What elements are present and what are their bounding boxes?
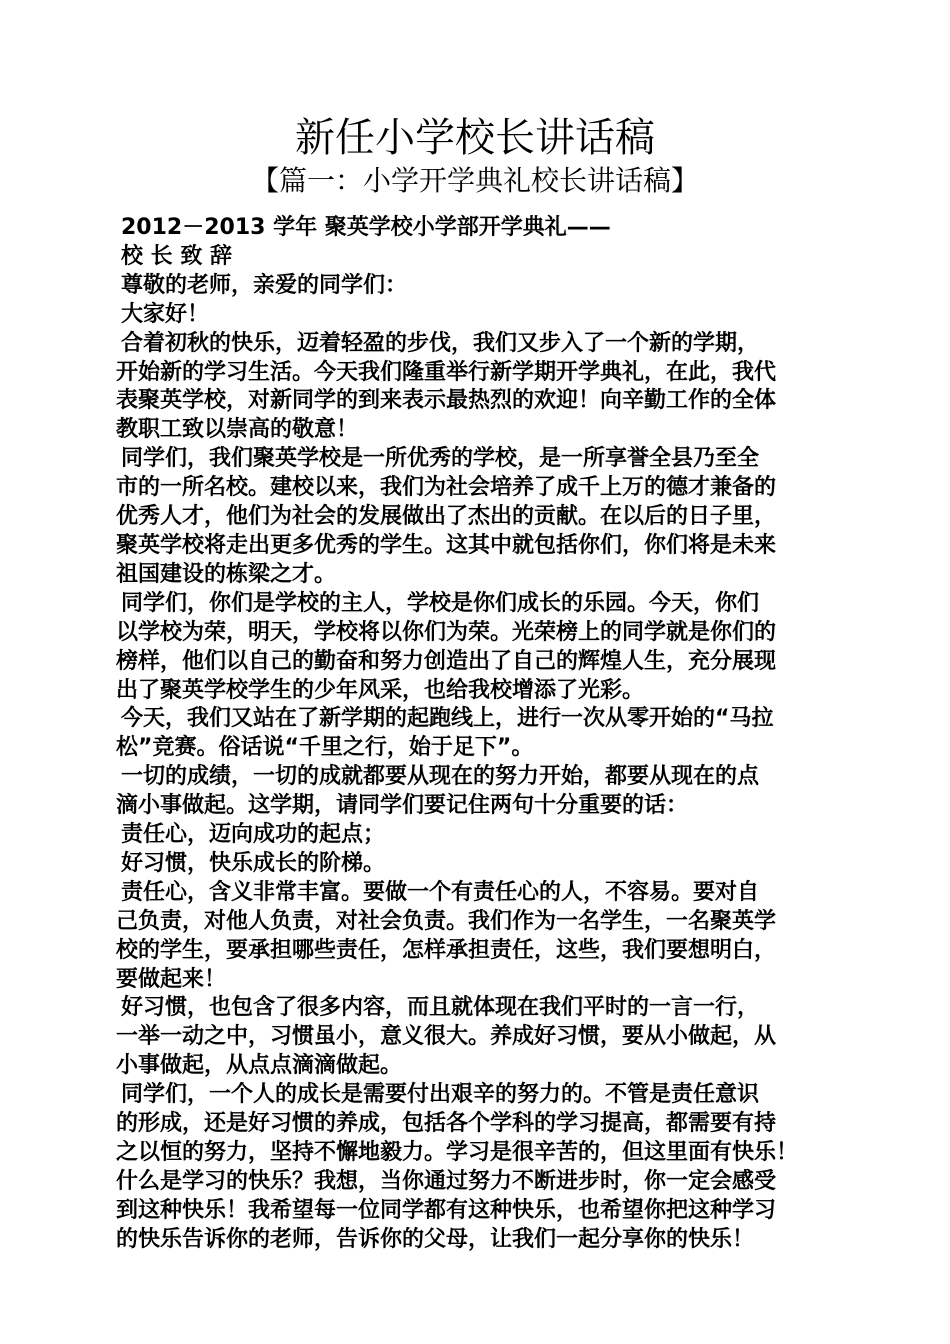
body-line: 滴小事做起。这学期，请同学们要记住两句十分重要的话： xyxy=(116,793,689,819)
document-subtitle: 【篇一：小学开学典礼校长讲话稿】 xyxy=(250,164,699,197)
body-line: 合着初秋的快乐，迈着轻盈的步伐，我们又步入了一个新的学期， xyxy=(121,330,760,356)
body-line: 开始新的学习生活。今天我们隆重举行新学期开学典礼，在此，我代 xyxy=(116,359,777,385)
body-line: 尊敬的老师，亲爱的同学们： xyxy=(121,272,408,298)
body-line: 榜样，他们以自己的勤奋和努力创造出了自己的辉煌人生，充分展现 xyxy=(116,648,777,674)
body-line: 表聚英学校，对新同学的到来表示最热烈的欢迎！向辛勤工作的全体 xyxy=(116,388,777,414)
body-line: 到这种快乐！我希望每一位同学都有这种快乐，也希望你把这种学习 xyxy=(116,1197,777,1223)
body-line: 校的学生，要承担哪些责任，怎样承担责任，这些，我们要想明白， xyxy=(116,937,777,963)
document-body xyxy=(116,214,844,1255)
body-line: 责任心，含义非常丰富。要做一个有责任心的人，不容易。要对自 xyxy=(121,879,760,905)
body-line: 同学们，你们是学校的主人，学校是你们成长的乐园。今天，你们 xyxy=(121,590,760,616)
body-line: 以学校为荣，明天，学校将以你们为荣。光荣榜上的同学就是你们的 xyxy=(116,619,777,645)
document-title: 新任小学校长讲话稿 xyxy=(295,115,655,161)
body-line: 教职工致以崇高的敬意！ xyxy=(116,417,359,443)
body-line: 松”竞赛。俗话说“千里之行，始于足下”。 xyxy=(116,735,534,761)
body-line: 要做起来！ xyxy=(116,966,227,992)
body-line: 同学们，一个人的成长是需要付出艰辛的努力的。不管是责任意识 xyxy=(121,1082,760,1108)
body-line: 2012－2013 学年 聚英学校小学部开学典礼—— xyxy=(121,215,611,240)
body-line: 同学们，我们聚英学校是一所优秀的学校，是一所享誉全县乃至全 xyxy=(121,446,760,472)
body-line: 的形成，还是好习惯的养成，包括各个学科的学习提高，都需要有持 xyxy=(116,1111,777,1137)
body-line: 聚英学校将走出更多优秀的学生。这其中就包括你们，你们将是未来 xyxy=(116,532,777,558)
body-line: 一举一动之中，习惯虽小，意义很大。养成好习惯，要从小做起，从 xyxy=(116,1024,777,1050)
body-line: 好习惯，也包含了很多内容，而且就体现在我们平时的一言一行， xyxy=(121,995,760,1021)
body-line: 的快乐告诉你的老师，告诉你的父母，让我们一起分享你的快乐！ xyxy=(116,1226,755,1252)
body-line: 校 长 致 辞 xyxy=(121,243,232,269)
body-line: 一切的成绩，一切的成就都要从现在的努力开始，都要从现在的点 xyxy=(121,764,760,790)
body-line: 市的一所名校。建校以来，我们为社会培养了成千上万的德才兼备的 xyxy=(116,475,777,501)
body-line: 今天，我们又站在了新学期的起跑线上，进行一次从零开始的“马拉 xyxy=(121,706,774,732)
body-line: 小事做起，从点点滴滴做起。 xyxy=(116,1053,403,1079)
body-line: 出了聚英学校学生的少年风采，也给我校增添了光彩。 xyxy=(116,677,645,703)
body-line: 己负责，对他人负责，对社会负责。我们作为一名学生，一名聚英学 xyxy=(116,908,777,934)
body-line: 优秀人才，他们为社会的发展做出了杰出的贡献。在以后的日子里， xyxy=(116,504,777,530)
body-line: 祖国建设的栋梁之才。 xyxy=(116,561,337,587)
body-line: 好习惯，快乐成长的阶梯。 xyxy=(121,850,386,876)
body-line: 什么是学习的快乐？我想，当你通过努力不断进步时，你一定会感受 xyxy=(116,1168,777,1194)
body-line: 之以恒的努力，坚持不懈地毅力。学习是很辛苦的，但这里面有快乐！ xyxy=(116,1140,799,1165)
body-line: 大家好！ xyxy=(121,301,210,327)
body-line: 责任心，迈向成功的起点； xyxy=(121,822,386,848)
